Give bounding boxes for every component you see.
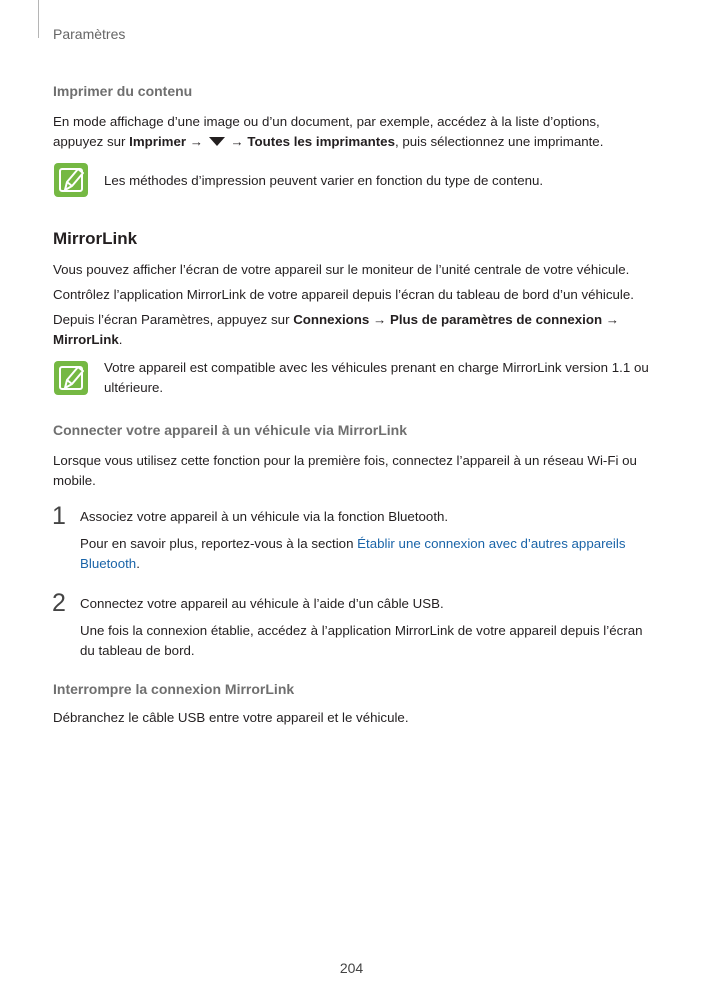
connect-intro: Lorsque vous utilisez cette fonction pour la première fois, connectez l’appareil à un réseau Wi-Fi ou mobile.: [53, 453, 637, 488]
mirrorlink-p3: [53, 310, 648, 350]
page-number: 204: [339, 960, 364, 976]
arrow: →: [602, 312, 620, 327]
step-number: 2: [52, 589, 66, 617]
arrow: →: [226, 134, 248, 149]
stop-heading: Interrompre la connexion MirrorLink: [53, 681, 295, 697]
instruction-text: Depuis l’écran Paramètres, appuyez sur: [53, 312, 294, 327]
mirrorlink-title: MirrorLink: [53, 229, 138, 248]
step-1-text: Associez votre appareil à un véhicule via la fonction Bluetooth.: [80, 509, 449, 524]
connect-heading: Connecter votre appareil à un véhicule via MirrorLink: [53, 422, 407, 438]
mirrorlink-p1: Vous pouvez afficher l’écran de votre appareil sur le moniteur de l’unité centrale de votre véhicule.: [53, 262, 630, 277]
print-menu-label: Imprimer: [129, 134, 187, 149]
stop-text: Débranchez le câble USB entre votre appareil et le véhicule.: [53, 710, 409, 725]
note-icon: [54, 361, 88, 395]
mirrorlink-p2: Contrôlez l’application MirrorLink de votre appareil depuis l’écran du tableau de bord d’un véhicule.: [53, 287, 634, 302]
print-line-2: [53, 132, 648, 152]
arrow: →: [186, 134, 207, 149]
connexions-label: Connexions: [293, 312, 370, 327]
note-icon: [54, 163, 88, 197]
all-printers-label: Toutes les imprimantes: [247, 134, 395, 149]
print-text: appuyez sur: [53, 134, 130, 149]
more-connection-settings-label: Plus de paramètres de connexion: [389, 312, 603, 327]
step-2-detail: Une fois la connexion établie, accédez à l’application MirrorLink de votre appareil depuis l’écran du tableau de bord.: [80, 623, 643, 658]
arrow: →: [369, 312, 390, 327]
print-heading: Imprimer du contenu: [53, 83, 193, 99]
step-number: 1: [52, 502, 66, 530]
mirrorlink-label: MirrorLink: [53, 332, 119, 347]
step-2-text: Connectez votre appareil au véhicule à l’aide d’un câble USB.: [80, 596, 444, 611]
step-1-detail-text: Pour en savoir plus, reportez-vous à la section: [80, 536, 358, 551]
print-line-1: En mode affichage d’une image ou d’un document, par exemple, accédez à la liste d’options,: [53, 114, 600, 129]
bluetooth-section-link[interactable]: Établir une connexion avec d’autres appareils Bluetooth: [80, 536, 626, 571]
step-1-detail: [80, 534, 655, 574]
mirrorlink-note: Votre appareil est compatible avec les véhicules prenant en charge MirrorLink version 1.1 ou ultérieure.: [104, 360, 649, 395]
header-rule: [38, 0, 39, 38]
print-note: Les méthodes d’impression peuvent varier en fonction du type de contenu.: [104, 173, 544, 188]
print-text-end: , puis sélectionnez une imprimante.: [394, 134, 604, 149]
period: .: [118, 332, 123, 347]
page-header: Paramètres: [53, 26, 126, 42]
dropdown-triangle-icon: [209, 136, 225, 147]
print-paragraph: [53, 112, 648, 152]
period: .: [136, 556, 140, 571]
